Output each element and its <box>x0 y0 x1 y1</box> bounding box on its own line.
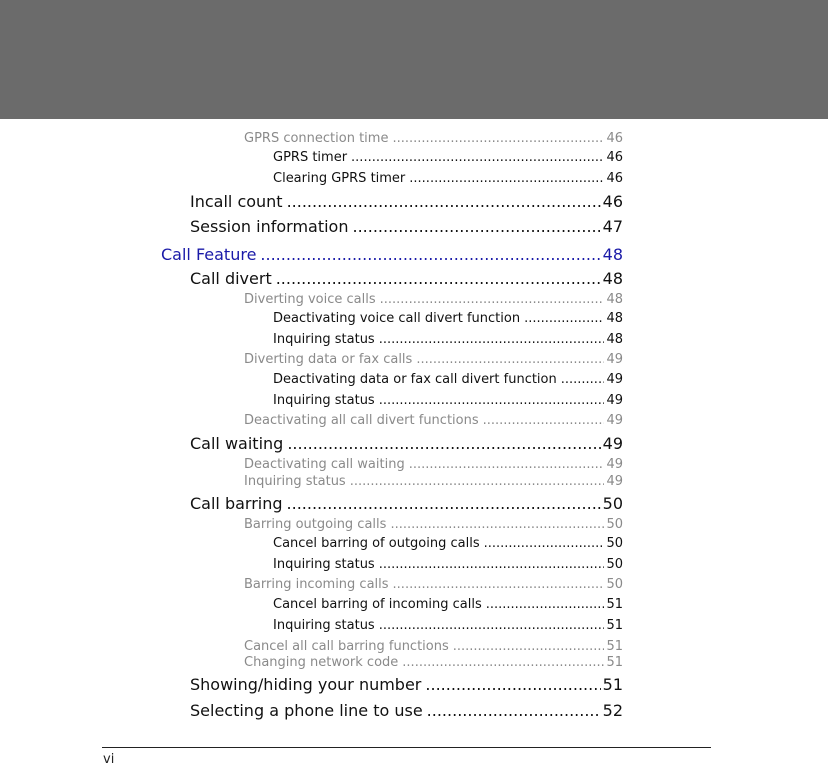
toc-entry[interactable] <box>190 494 623 513</box>
toc-entry-page: 49 <box>606 457 623 472</box>
toc-entry-title: Deactivating call waiting <box>244 457 405 472</box>
toc-entry-page: 51 <box>606 639 623 654</box>
dot-leader <box>416 352 604 367</box>
toc-entry[interactable] <box>244 413 623 428</box>
toc-entry-page: 46 <box>602 192 623 211</box>
toc-entry-page: 48 <box>602 245 623 264</box>
toc-entry[interactable] <box>244 457 623 472</box>
toc-entry[interactable] <box>244 352 623 367</box>
toc-entry[interactable] <box>244 655 623 670</box>
toc-entry[interactable] <box>273 393 623 408</box>
toc-entry[interactable] <box>273 536 623 551</box>
toc-entry[interactable] <box>273 311 623 326</box>
dot-leader <box>392 131 604 146</box>
toc-entry-page: 47 <box>602 217 623 236</box>
toc-entry-title: Deactivating voice call divert function <box>273 311 521 326</box>
toc-entry-page: 50 <box>606 557 623 572</box>
toc-entry-title: Inquiring status <box>273 618 375 633</box>
toc-entry-title: Call Feature <box>161 245 257 264</box>
toc-entry-title: Incall count <box>190 192 283 211</box>
toc-entry[interactable] <box>190 269 623 288</box>
toc-entry-title: Inquiring status <box>273 557 375 572</box>
toc-entry-page: 48 <box>602 269 623 288</box>
toc-entry[interactable] <box>273 618 623 633</box>
toc-entry-page: 51 <box>606 618 623 633</box>
dot-leader <box>427 701 601 720</box>
toc-entry-title: GPRS connection time <box>244 131 389 146</box>
dot-leader <box>453 639 605 654</box>
toc-entry[interactable] <box>273 372 623 387</box>
toc-entry[interactable] <box>190 675 623 694</box>
toc-entry-title: Inquiring status <box>244 474 346 489</box>
dot-leader <box>402 655 604 670</box>
toc-entry-title: Barring incoming calls <box>244 577 389 592</box>
dot-leader <box>486 597 605 612</box>
toc-entry[interactable] <box>244 517 623 532</box>
toc-entry[interactable] <box>190 217 623 236</box>
toc-entry-page: 49 <box>606 372 623 387</box>
toc-entry-title: Session information <box>190 217 349 236</box>
toc-entry[interactable] <box>190 192 623 211</box>
dot-leader <box>287 434 600 453</box>
toc-entry-page: 50 <box>606 517 623 532</box>
toc-entry-page: 48 <box>606 292 623 307</box>
toc-entry-title: Barring outgoing calls <box>244 517 387 532</box>
header-band <box>0 0 828 119</box>
dot-leader <box>379 393 605 408</box>
toc-entry-page: 48 <box>606 311 623 326</box>
toc-entry-title: Call waiting <box>190 434 284 453</box>
dot-leader <box>379 557 605 572</box>
dot-leader <box>287 192 601 211</box>
toc-entry-page: 52 <box>602 701 623 720</box>
dot-leader <box>409 457 605 472</box>
toc-entry[interactable] <box>244 292 623 307</box>
toc-entry[interactable] <box>244 577 623 592</box>
toc-entry[interactable] <box>244 474 623 489</box>
toc-entry-page: 51 <box>606 597 623 612</box>
toc-entry[interactable] <box>273 597 623 612</box>
dot-leader <box>351 150 604 165</box>
toc-entry-title: Cancel barring of incoming calls <box>273 597 482 612</box>
toc-entry-title: Cancel all call barring functions <box>244 639 449 654</box>
toc-entry[interactable] <box>190 701 623 720</box>
toc-entry-title: Diverting voice calls <box>244 292 376 307</box>
dot-leader <box>393 577 605 592</box>
toc-entry[interactable] <box>161 245 623 264</box>
toc-entry-title: Deactivating all call divert functions <box>244 413 479 428</box>
toc-entry-page: 49 <box>606 393 623 408</box>
dot-leader <box>409 171 604 186</box>
dot-leader <box>287 494 601 513</box>
toc-entry[interactable] <box>273 332 623 347</box>
dot-leader <box>276 269 601 288</box>
footer-rule <box>102 747 711 748</box>
dot-leader <box>260 245 600 264</box>
toc-entry-page: 50 <box>606 577 623 592</box>
dot-leader <box>561 372 605 387</box>
toc-entry-title: Changing network code <box>244 655 399 670</box>
toc-entry-title: Call barring <box>190 494 283 513</box>
toc-entry[interactable] <box>190 434 623 453</box>
toc-entry[interactable] <box>273 150 623 165</box>
toc-entry[interactable] <box>273 557 623 572</box>
toc-entry[interactable] <box>244 131 623 146</box>
toc-entry-page: 51 <box>606 655 623 670</box>
dot-leader <box>390 517 604 532</box>
footer-page-number: vi <box>103 752 115 767</box>
dot-leader <box>379 332 605 347</box>
toc-entry-title: GPRS timer <box>273 150 348 165</box>
toc-entry-page: 46 <box>606 150 623 165</box>
toc-entry-title: Cancel barring of outgoing calls <box>273 536 480 551</box>
toc-entry-title: Call divert <box>190 269 272 288</box>
dot-leader <box>483 413 605 428</box>
dot-leader <box>425 675 600 694</box>
dot-leader <box>350 474 605 489</box>
toc-entry-page: 50 <box>602 494 623 513</box>
toc-entry-title: Selecting a phone line to use <box>190 701 423 720</box>
toc-entry-page: 49 <box>606 413 623 428</box>
toc-entry-page: 50 <box>606 536 623 551</box>
toc-entry-page: 49 <box>606 474 623 489</box>
toc-entry-title: Deactivating data or fax call divert function <box>273 372 557 387</box>
toc-entry-page: 48 <box>606 332 623 347</box>
toc-entry-page: 49 <box>606 352 623 367</box>
toc-entry-title: Inquiring status <box>273 332 375 347</box>
toc-entry-title: Inquiring status <box>273 393 375 408</box>
toc-entry[interactable] <box>244 639 623 654</box>
dot-leader <box>380 292 605 307</box>
toc-entry-title: Diverting data or fax calls <box>244 352 413 367</box>
dot-leader <box>524 311 604 326</box>
toc-entry-page: 51 <box>602 675 623 694</box>
dot-leader <box>352 217 600 236</box>
toc-entry-title: Showing/hiding your number <box>190 675 422 694</box>
toc-entry-page: 49 <box>602 434 623 453</box>
toc-entry-page: 46 <box>606 171 623 186</box>
toc-entry-page: 46 <box>606 131 623 146</box>
toc-entry[interactable] <box>273 171 623 186</box>
dot-leader <box>484 536 605 551</box>
dot-leader <box>379 618 605 633</box>
toc-entry-title: Clearing GPRS timer <box>273 171 406 186</box>
